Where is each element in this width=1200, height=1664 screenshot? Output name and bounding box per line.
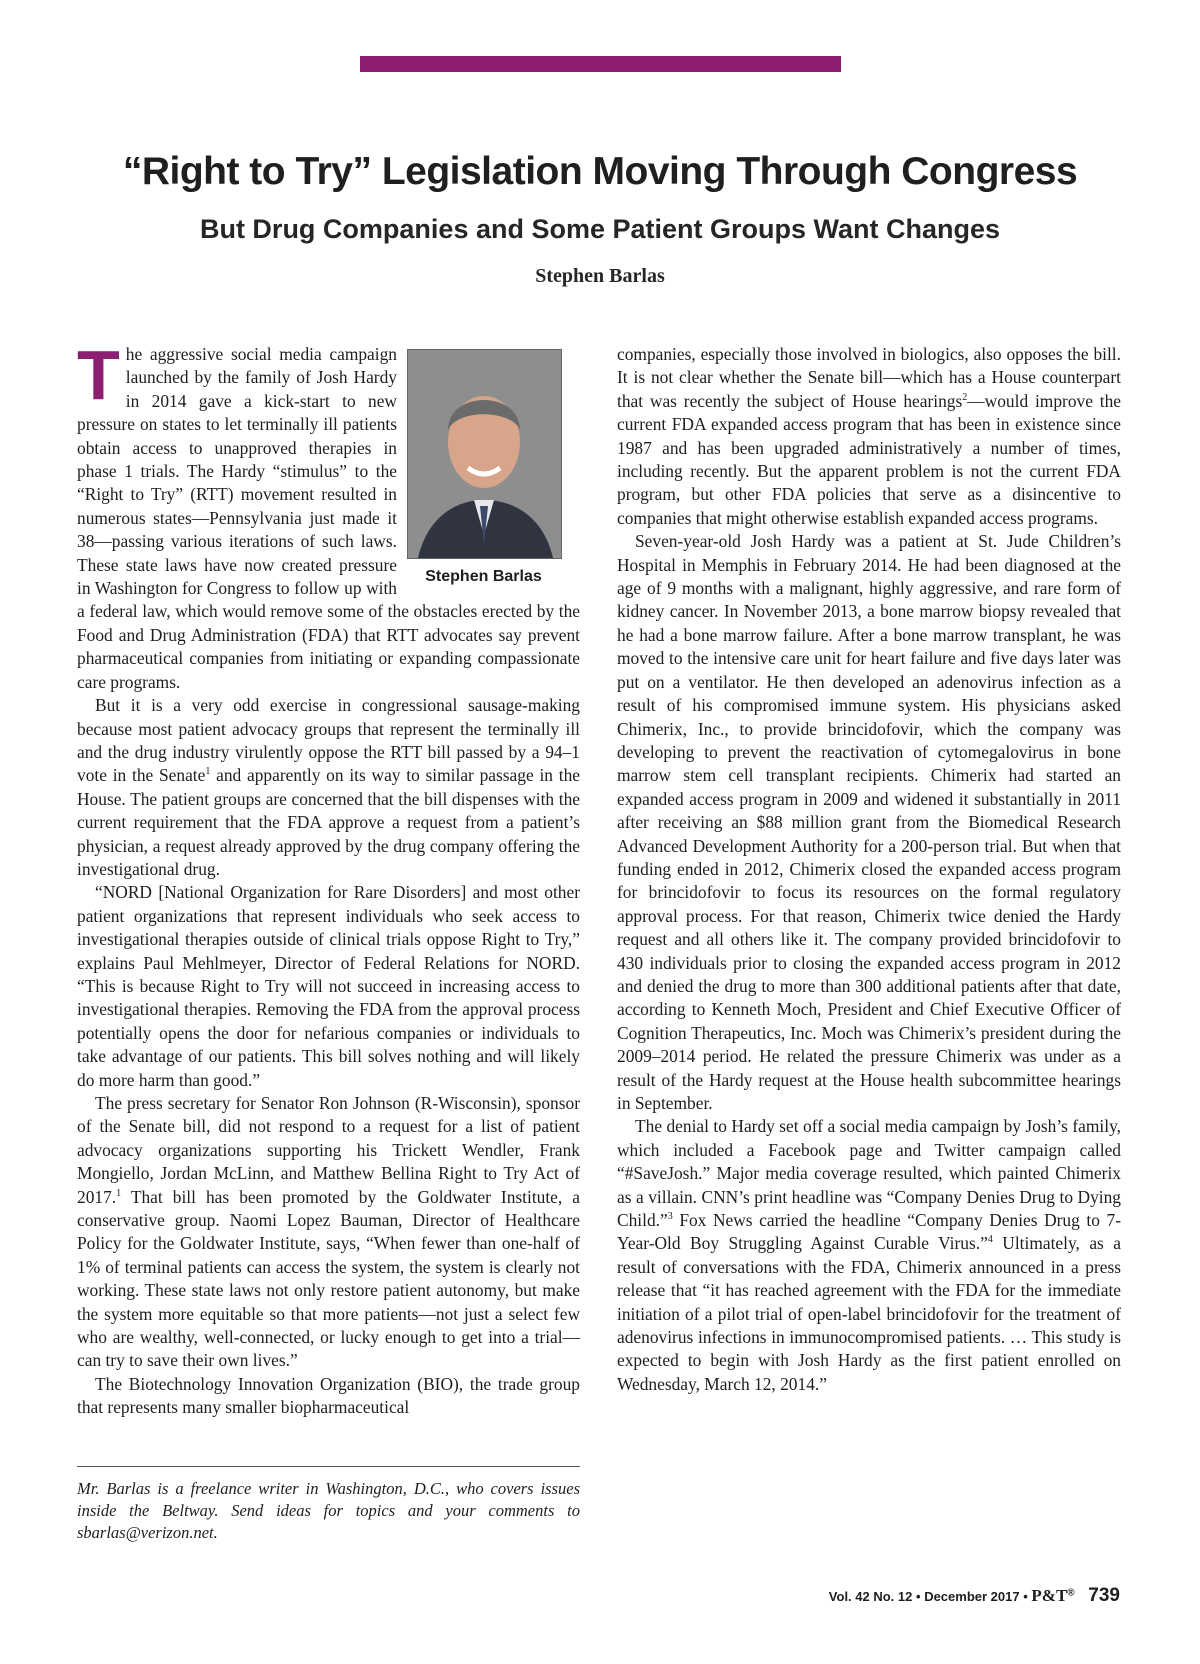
paragraph-text: The press secretary for Senator Ron Johnson (R-Wisconsin), sponsor of the Senate bill, did not respond to a request for a list of patient advocacy organizations supporting his Trickett Wendler, Frank Mongiello, Jordan McLinn, and Matthew Bellina Right to Try Act of 2017. (77, 1093, 580, 1207)
paragraph-text: Seven-year-old Josh Hardy was a patient at St. Jude Children’s Hospital in Memphis in February 2014. He had been diagnosed at the age of 9 months with a malignant, highly aggressive, and rare form of kidney cancer. In November 2013, a bone marrow biopsy revealed that he had a bone marrow failure. After a bone marrow transplant, he was moved to the intensive care unit for heart failure and five days later was put on a ventilator. He then developed an adenovirus infection as a result of his compromised immune system. His physicians asked Chimerix, Inc., to provide brincidofovir, which the company was developing to prevent the reactivation of cytomegalovirus in bone marrow stem cell transplant recipients. Chimerix had started an expanded access program in 2009 and widened it substantially in 2011 after receiving an $88 million grant from the Biomedical Research Advanced Development Authority for a 200-person trial. But when that funding ended in 2012, Chimerix closed the expanded access program for brincidofovir to focus its resources on the formal regulatory approval process. For that reason, Chimerix twice denied the Hardy request and all others like it. The company provided brincidofovir to 430 individuals prior to closing the expanded access program in 2012 and denied the drug to more than 300 additional patients after that date, according to Kenneth Moch, President and Chief Executive Officer of Cognition Therapeutics, Inc. Moch was Chimerix’s president during the 2009–2014 period. He related the pressure Chimerix was under as a result of the Hardy request at the House health subcommittee hearings in September. (617, 531, 1121, 1113)
page-number: 739 (1088, 1585, 1120, 1606)
drop-cap: T (77, 336, 120, 414)
separator: • (1023, 1589, 1028, 1604)
footnote-ref: 1 (205, 766, 211, 778)
author-photo-figure (407, 349, 567, 588)
paragraph-text: “NORD [National Organization for Rare Disorders] and most other patient organizations that represent individuals who seek access to investigational therapies outside of clinical trials oppose Right to Try,” explains Paul Mehlmeyer, Director of Federal Relations for NORD. “This is because Right to Try will not succeed in increasing access to investigational therapies. Removing the FDA from the approval process potentially opens the door for nefarious companies or individuals to take advantage of our patients. This bill solves nothing and will likely do more harm than good.” (77, 882, 580, 1090)
separator: • (916, 1589, 921, 1604)
registered-mark: ® (1067, 1587, 1075, 1599)
accent-bar (360, 56, 841, 72)
paragraph-text: —would improve the current FDA expanded access program that has been in existence since 1987 and has been upgraded administratively a number of times, including recently. But the apparent problem is not the current FDA program, but other FDA policies that serve as a disincentive to companies that might otherwise establish expanded access programs. (617, 390, 1122, 528)
footnote-ref: 1 (116, 1187, 122, 1199)
left-column (77, 336, 580, 1420)
photo-caption: Stephen Barlas (425, 568, 542, 585)
paragraph-text: companies, especially those involved in biologics, also opposes the bill. It is not clear whether the Senate bill—which has a House counterpart that was recently the subject of House hearings (617, 344, 1121, 411)
issue-date: December 2017 (924, 1589, 1020, 1604)
paragraph (77, 881, 580, 1092)
footnote-ref: 4 (987, 1234, 993, 1246)
paragraph (617, 1115, 1121, 1396)
paragraph (77, 1092, 580, 1373)
paragraph (77, 694, 580, 881)
paragraph (617, 530, 1121, 1115)
author-byline: Stephen Barlas (535, 265, 665, 287)
paragraph-text: he aggressive social media campaign launched by the family of Josh Hardy in 2014 gave a kick-start to new pressure on states to let terminally ill patients obtain access to unapproved therapies in phase 1 trials. The Hardy “stimulus” to the “Right to Try” (RTT) movement resulted in numerous states—Pennsylvania just made it 38—passing various iterations of such laws. These state laws have now created pressure in Washington for Congress to follow up with a federal law, which would remove some of the obstacles erected by the Food and Drug Administration (FDA) that RTT advocates say prevent pharmaceutical companies from initiating or expanding compassionate care programs. (77, 344, 580, 692)
paragraph-text: Ultimately, as a result of conversations with the FDA, Chimerix announced in a press release that “it has reached agreement with the FDA for the immediate initiation of a pilot trial of open-label brincidofovir for the treatment of adenovirus infections in immunocompromised patients. … This study is expected to begin with Josh Hardy as the first patient enrolled on Wednesday, March 12, 2014.” (617, 1233, 1121, 1394)
paragraph-text: The denial to Hardy set off a social media campaign by Josh’s family, which included a Facebook page and Twitter campaign called “#SaveJosh.” Major media coverage resulted, which painted Chimerix as a villain. CNN’s print headline was “Company Denies Drug to Dying Child.” (617, 1116, 1121, 1231)
paragraph (77, 1373, 580, 1420)
paragraph-text: Fox News carried the headline “Company Denies Drug to 7-Year-Old Boy Struggling Against Curable Virus.” (617, 1210, 1121, 1254)
issue-info: Vol. 42 No. 12 (828, 1589, 913, 1604)
author-photo (407, 349, 562, 559)
article-subtitle: But Drug Companies and Some Patient Groups Want Changes (199, 214, 1001, 244)
paragraph-text: and apparently on its way to similar passage in the House. The patient groups are concerned that the bill dispenses with the current requirement that the FDA approve a request from a patient’s physician, a request already approved by the drug company offering the investigational drug. (77, 765, 580, 879)
paragraph-text: That bill has been promoted by the Goldwater Institute, a conservative group. Naomi Lopez Bauman, Director of Healthcare Policy for the Goldwater Institute, says, “When fewer than one-half of 1% of terminal patients can access the system, the system is clearly not working. These state laws not only restore patient autonomy, but make the system more equitable so that more patients—not just a select few who are wealthy, well-connected, or lucky enough to get into a trial—can try to save their own lives.” (77, 1186, 580, 1371)
author-note: Mr. Barlas is a freelance writer in Washington, D.C., who covers issues inside the Beltway. Send ideas for topics and your comments to sbarlas@verizon.net. (77, 1479, 580, 1542)
paragraph-text: But it is a very odd exercise in congressional sausage-making because most patient advocacy groups that represent the terminally ill and the drug industry virulently oppose the RTT bill passed by a 94–1 vote in the Senate (77, 695, 580, 786)
article-title: “Right to Try” Legislation Moving Through Congress (122, 150, 1078, 193)
paragraph-text: The Biotechnology Innovation Organization (BIO), the trade group that represents many smaller biopharmaceutical (77, 1373, 580, 1418)
page-footer (829, 1585, 1120, 1607)
paragraph (617, 343, 1121, 530)
journal-name: P&T (1031, 1586, 1068, 1605)
footnote-ref: 3 (667, 1211, 673, 1223)
footnote-divider (77, 1466, 580, 1467)
footnote-ref: 2 (962, 392, 968, 404)
right-column (617, 343, 1121, 1396)
